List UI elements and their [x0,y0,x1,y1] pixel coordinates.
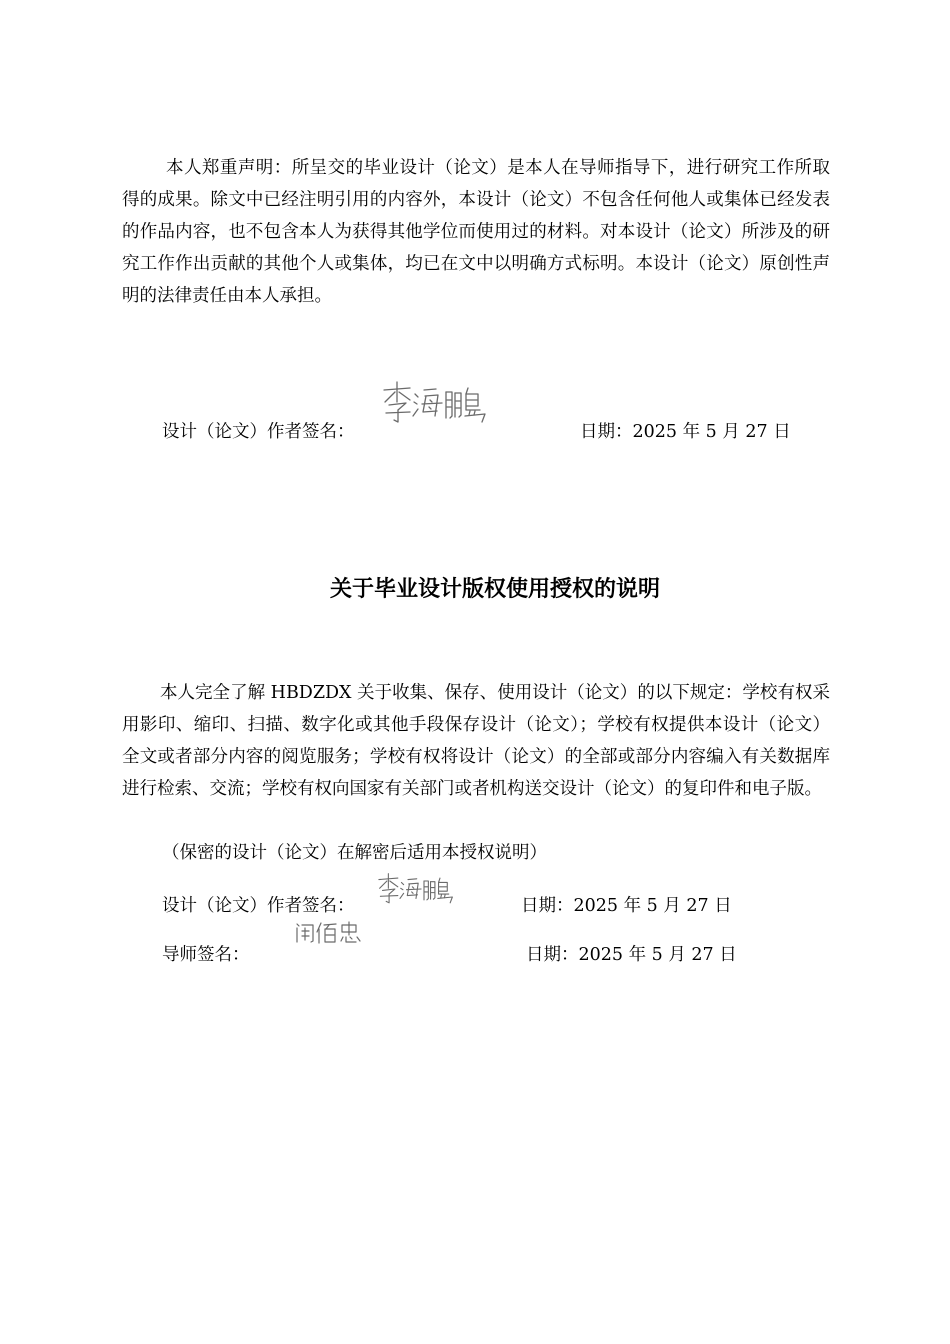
authorization-author-sign-label: 设计（论文）作者签名： [162,896,355,916]
declaration-paragraph: 本人郑重声明：所呈交的毕业设计（论文）是本人在导师指导下，进行研究工作所取得的成果。除文中已经注明引用的内容外，本设计（论文）不包含任何他人或集体已经发表的作品内容，也不包含本人为获得其他学位而使用过的材料。对本设计（论文）所涉及的研究工作作出贡献的其他个人或集体，均已在文中以明确方式标明。本设计（论文）原创性声明的法律责任由本人承担。 [122,158,830,306]
advisor-sign-label: 导师签名： [162,945,250,965]
authorization-title: 关于毕业设计版权使用授权的说明 [329,576,660,602]
authorization-author-signature [376,872,456,906]
declaration-author-sign-label: 设计（论文）作者签名： [162,422,355,442]
confidential-note: （保密的设计（论文）在解密后适用本授权说明） [162,843,547,863]
advisor-signature [294,920,364,946]
declaration-date: 日期：2025 年 5 月 27 日 [580,422,791,442]
advisor-date: 日期：2025 年 5 月 27 日 [526,945,737,965]
declaration-author-signature [380,380,490,426]
authorization-paragraph: 本人完全了解 HBDZDX 关于收集、保存、使用设计（论文）的以下规定：学校有权采用影印、缩印、扫描、数字化或其他手段保存设计（论文）；学校有权提供本设计（论文）全文或者部分内容的阅览服务；学校有权将设计（论文）的全部或部分内容编入有关数据库进行检索、交流；学校有权向国家有关部门或者机构送交设计（论文）的复印件和电子版。 [122,683,830,799]
authorization-author-date: 日期：2025 年 5 月 27 日 [521,896,732,916]
